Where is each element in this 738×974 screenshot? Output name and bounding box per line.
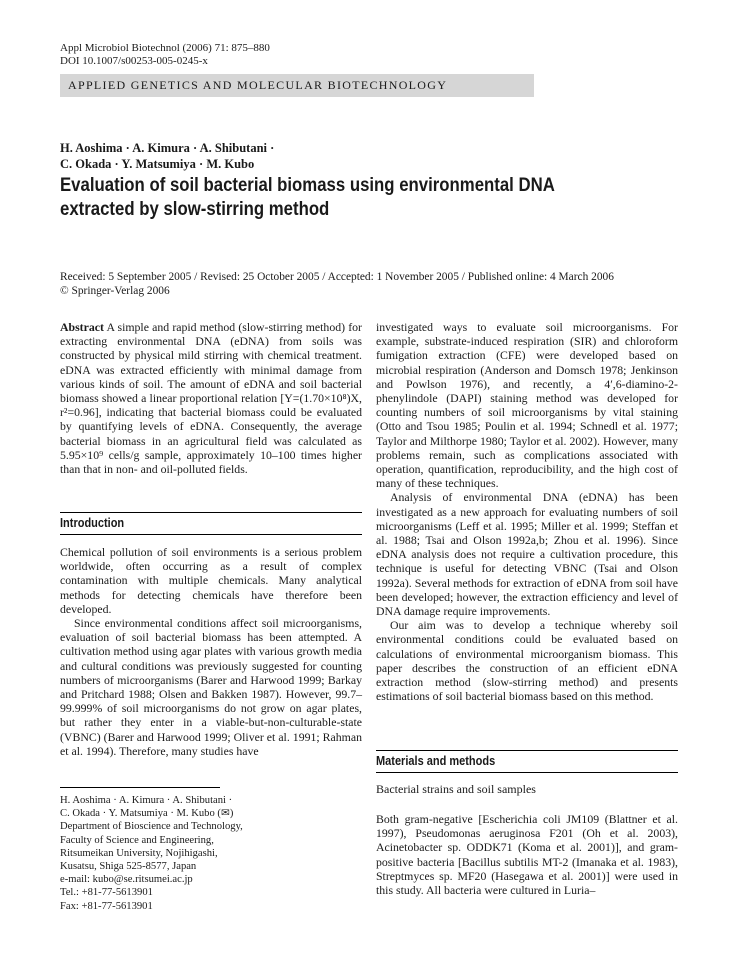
- date-history: Received: 5 September 2005 / Revised: 25 October 2005 / Accepted: 1 November 2005 / Published online: 4 March 2006: [60, 271, 614, 283]
- divider: [376, 772, 678, 773]
- divider: [60, 534, 362, 535]
- section-banner: APPLIED GENETICS AND MOLECULAR BIOTECHNOLOGY: [60, 74, 534, 97]
- author-affiliation: [60, 794, 243, 913]
- abstract-text: A simple and rapid method (slow-stirring method) for extracting environmental DNA (eDNA) from soils was constructed by physical mild stirring with chemical treatment. eDNA was extracted efficiently with minimal damage from various kinds of soil. The amount of eDNA and soil bacterial biomass showed a linear proportional relation [Y=(1.70×10⁸)X, r²=0.96], indicating that bacterial biomass could be evaluated by quantifying levels of eDNA. Consequently, the average bacterial biomass in an agricultural field was calculated as 5.95×10⁹ cells/g sample, approximately 10–100 times higher than that in non- and oil-polluted fields.: [60, 320, 362, 477]
- author-line-1: H. Aoshima · A. Kimura · A. Shibutani ·: [60, 141, 275, 155]
- affil-faculty: Faculty of Science and Engineering,: [60, 834, 214, 846]
- intro-paragraph-3: investigated ways to evaluate soil microorganisms. For example, substrate-induced respiration (SIR) and chloroform fumigation extraction (CFE) were developed based on microbial respiration (Anderson and Domsch 1978; Jenkinson and Powlson 1976), and recently, a 4′,6-diamino-2-phenylindole (DAPI) staining method was developed for counting numbers of soil microorganisms by vital staining (Otto and Tsou 1985; Poulin et al. 1994; Schnedl et al. 1977; Taylor and Milthorpe 1980; Taylor et al. 2002). However, many problems remain, such as complications associated with operation, quantification, reproducibility, and the high cost of many of these techniques.: [376, 320, 678, 491]
- paper-title: [60, 173, 593, 221]
- methods-body: [376, 812, 678, 897]
- divider: [376, 750, 678, 751]
- methods-heading: Materials and methods: [376, 754, 496, 768]
- introduction-heading: Introduction: [60, 516, 125, 530]
- affil-email[interactable]: e-mail: kubo@se.ritsumei.ac.jp: [60, 874, 193, 886]
- introduction-body-right: [376, 320, 678, 703]
- abstract: [60, 320, 362, 476]
- doi[interactable]: DOI 10.1007/s00253-005-0245-x: [60, 55, 208, 67]
- intro-paragraph-4: Analysis of environmental DNA (eDNA) has been investigated as a new approach for evaluating numbers of soil microorganisms (Leff et al. 1995; Miller et al. 1999; Steffan et al. 1988; Tsai and Olson 1992a,b; Zhou et al. 1996). Since eDNA analysis does not require a cultivation procedure, this technique is useful for detecting VBNC (Tsai and Olson 1992a). Several methods for extraction of eDNA from soil have been developed; however, the extraction efficiency and level of DNA damage require improvements.: [376, 490, 678, 619]
- author-line-2: C. Okada · Y. Matsumiya · M. Kubo: [60, 157, 255, 171]
- publication-dates: [60, 270, 614, 298]
- abstract-label: Abstract: [60, 320, 104, 334]
- intro-paragraph-1: Chemical pollution of soil environments is a serious problem worldwide, often occurring as a result of complex contamination with multiple chemicals. Many analytical methods for detecting chemicals have therefore been developed.: [60, 545, 362, 616]
- affil-tel: Tel.: +81-77-5613901: [60, 887, 153, 899]
- title-line-2: extracted by slow-stirring method: [60, 198, 330, 220]
- intro-paragraph-2: Since environmental conditions affect soil microorganisms, evaluation of soil bacterial biomass has been attempted. A cultivation method using agar plates with various growth media and cultural conditions was previously suggested for counting numbers of microorganisms (Barer and Harwood 1999; Barkay and Pritchard 1988; Olsen and Bakken 1987). However, 99.7–99.999% of soil microorganisms do not grow on agar plates, but rather they enter in a viable-but-non-culturable-state (VBNC) (Barer and Harwood 1999; Oliver et al. 1991; Rahman et al. 1994). Therefore, many studies have: [60, 616, 362, 758]
- author-list: [60, 140, 274, 172]
- methods-subheading: Bacterial strains and soil samples: [376, 782, 536, 796]
- affil-fax: Fax: +81-77-5613901: [60, 900, 153, 912]
- footnote-rule: [60, 787, 220, 788]
- affil-dept: Department of Bioscience and Technology,: [60, 821, 243, 833]
- intro-paragraph-5: Our aim was to develop a technique whereby soil environmental conditions could be evaluated based on calculations of environmental microorganism biomass. This paper describes the construction of an efficient eDNA extraction method (slow-stirring method) and presents estimations of soil bacterial biomass based on this method.: [376, 618, 678, 704]
- introduction-body-left: [60, 545, 362, 758]
- affil-names-1: H. Aoshima · A. Kimura · A. Shibutani ·: [60, 795, 233, 806]
- affil-city: Kusatsu, Shiga 525-8577, Japan: [60, 861, 197, 873]
- journal-citation: Appl Microbiol Biotechnol (2006) 71: 875–880: [60, 42, 270, 54]
- copyright: © Springer-Verlag 2006: [60, 285, 170, 297]
- journal-header: [60, 42, 270, 68]
- title-line-1: Evaluation of soil bacterial biomass using environmental DNA: [60, 174, 555, 196]
- divider: [60, 512, 362, 513]
- affil-names-2: C. Okada · Y. Matsumiya · M. Kubo (✉): [60, 808, 234, 820]
- affil-univ: Ritsumeikan University, Nojihigashi,: [60, 847, 218, 859]
- methods-paragraph-1: Both gram-negative [Escherichia coli JM109 (Blattner et al. 1997), Pseudomonas aeruginosa F201 (Oh et al. 2003), Acinetobacter sp. ODDK71 (Koma et al. 2001)], and gram-positive bacteria [Bacillus subtilis MT-2 (Imanaka et al. 1983), Streptmyces sp. MF20 (Hasegawa et al. 2001)] were used in this study. All bacteria were cultured in Luria–: [376, 812, 678, 898]
